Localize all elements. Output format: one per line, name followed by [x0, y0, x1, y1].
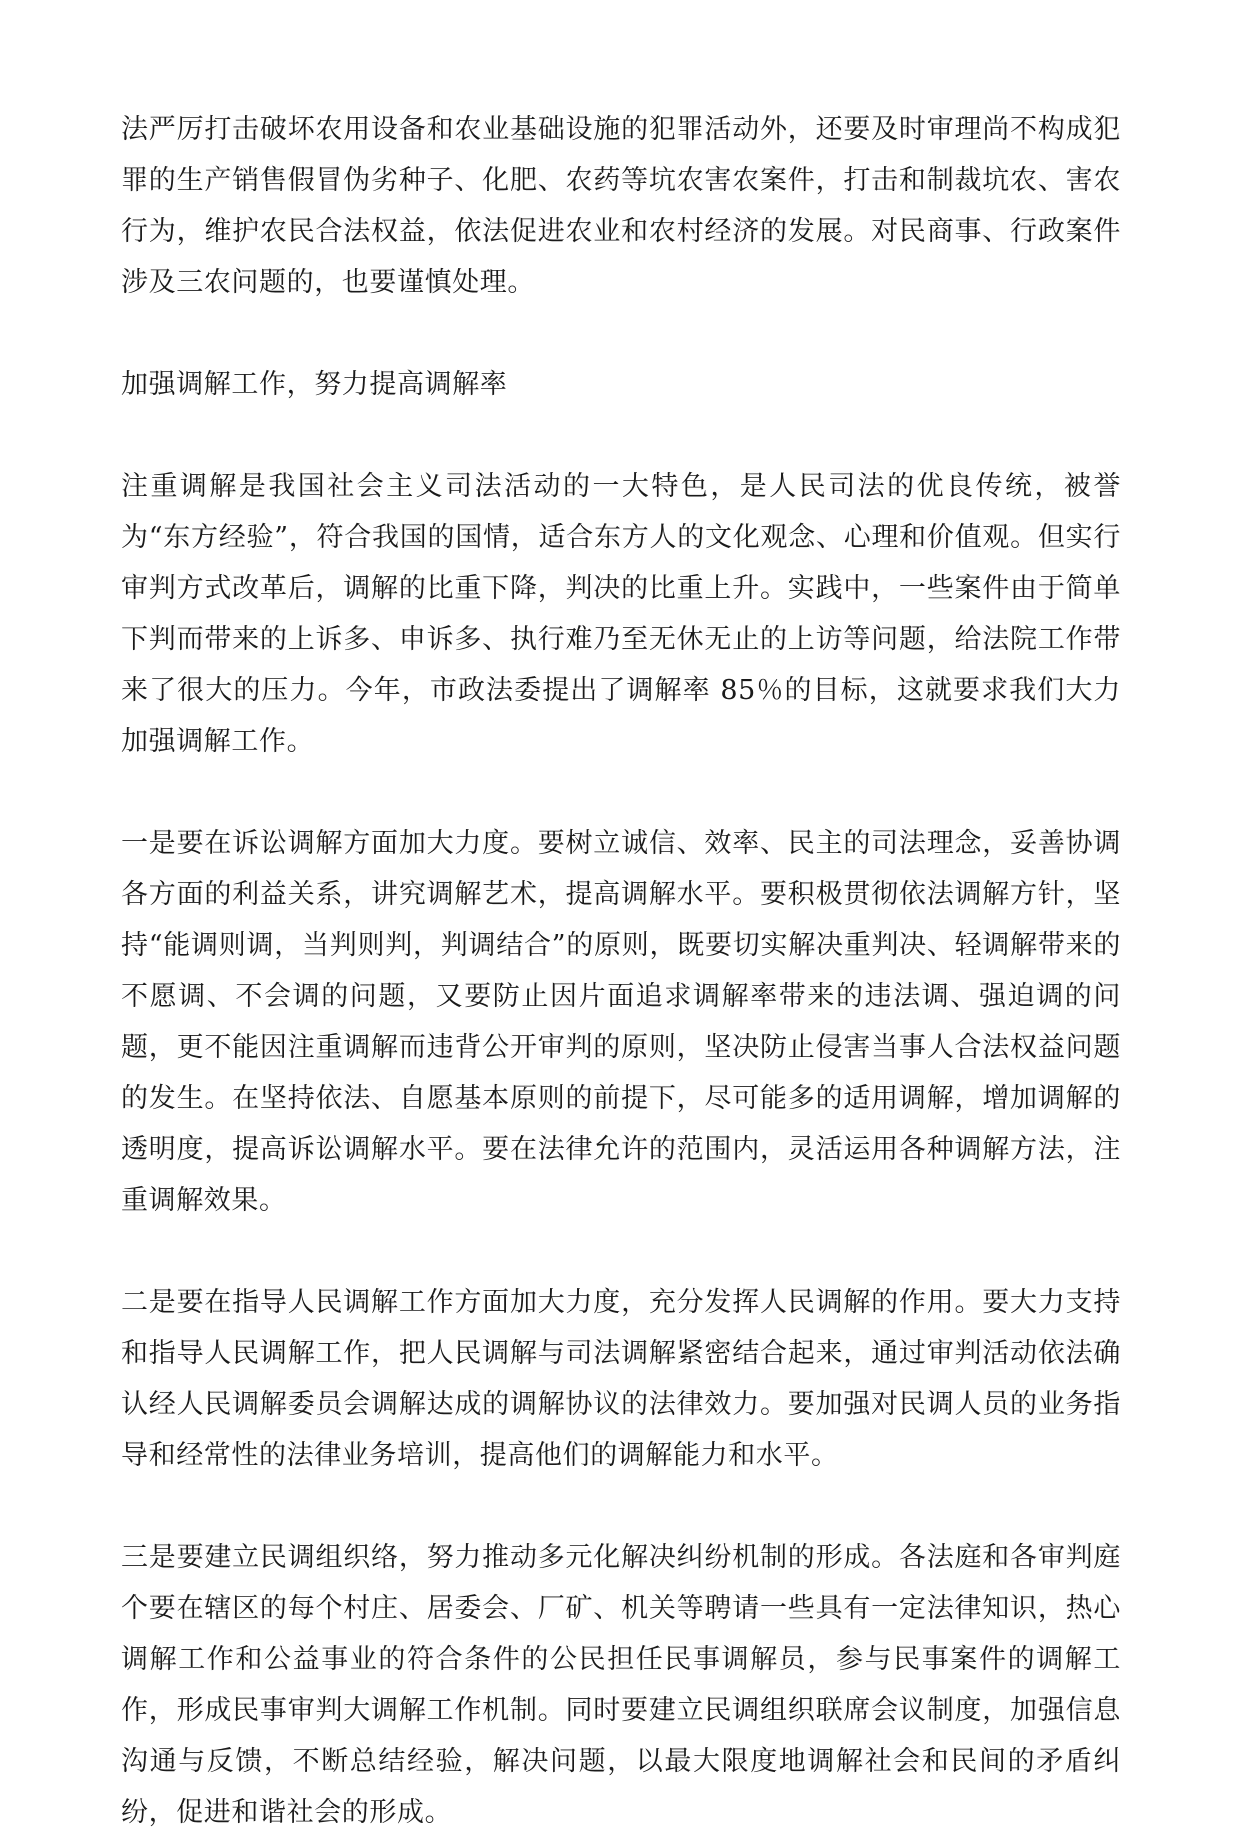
paragraph-continuation: 法严厉打击破坏农用设备和农业基础设施的犯罪活动外，还要及时审理尚不构成犯罪的生产销售假冒伪劣种子、化肥、农药等坑农害农案件，打击和制裁坑农、害农行为，维护农民合法权益，依法促进农业和农村经济的发展。对民商事、行政案件涉及三农问题的，也要谨慎处理。	[121, 114, 1121, 298]
paragraph-mediation-intro: 注重调解是我国社会主义司法活动的一大特色，是人民司法的优良传统，被誉为“东方经验”，符合我国的国情，适合东方人的文化观念、心理和价值观。但实行审判方式改革后，调解的比重下降，判决的比重上升。实践中，一些案件由于简单下判而带来的上诉多、申诉多、执行难乃至无休无止的上访等问题，给法院工作带来了很大的压力。今年，市政法委提出了调解率 85％的目标，这就要求我们大力加强调解工作。	[121, 471, 1121, 757]
paragraph-point-two: 二是要在指导人民调解工作方面加大力度，充分发挥人民调解的作用。要大力支持和指导人民调解工作，把人民调解与司法调解紧密结合起来，通过审判活动依法确认经人民调解委员会调解达成的调解协议的法律效力。要加强对民调人员的业务指导和经常性的法律业务培训，提高他们的调解能力和水平。	[121, 1287, 1121, 1471]
paragraph-point-one: 一是要在诉讼调解方面加大力度。要树立诚信、效率、民主的司法理念，妥善协调各方面的利益关系，讲究调解艺术，提高调解水平。要积极贯彻依法调解方针，坚持“能调则调，当判则判，判调结合”的原则，既要切实解决重判决、轻调解带来的不愿调、不会调的问题，又要防止因片面追求调解率带来的违法调、强迫调的问题，更不能因注重调解而违背公开审判的原则，坚决防止侵害当事人合法权益问题的发生。在坚持依法、自愿基本原则的前提下，尽可能多的适用调解，增加调解的透明度，提高诉讼调解水平。要在法律允许的范围内，灵活运用各种调解方法，注重调解效果。	[121, 828, 1121, 1216]
paragraph-point-three: 三是要建立民调组织络，努力推动多元化解决纠纷机制的形成。各法庭和各审判庭个要在辖区的每个村庄、居委会、厂矿、机关等聘请一些具有一定法律知识，热心调解工作和公益事业的符合条件的公民担任民事调解员，参与民事案件的调解工作，形成民事审判大调解工作机制。同时要建立民调组织联席会议制度，加强信息沟通与反馈，不断总结经验，解决问题，以最大限度地调解社会和民间的矛盾纠纷，促进和谐社会的形成。	[121, 1542, 1121, 1828]
document-page	[121, 104, 1121, 1838]
section-heading: 加强调解工作，努力提高调解率	[121, 369, 508, 400]
